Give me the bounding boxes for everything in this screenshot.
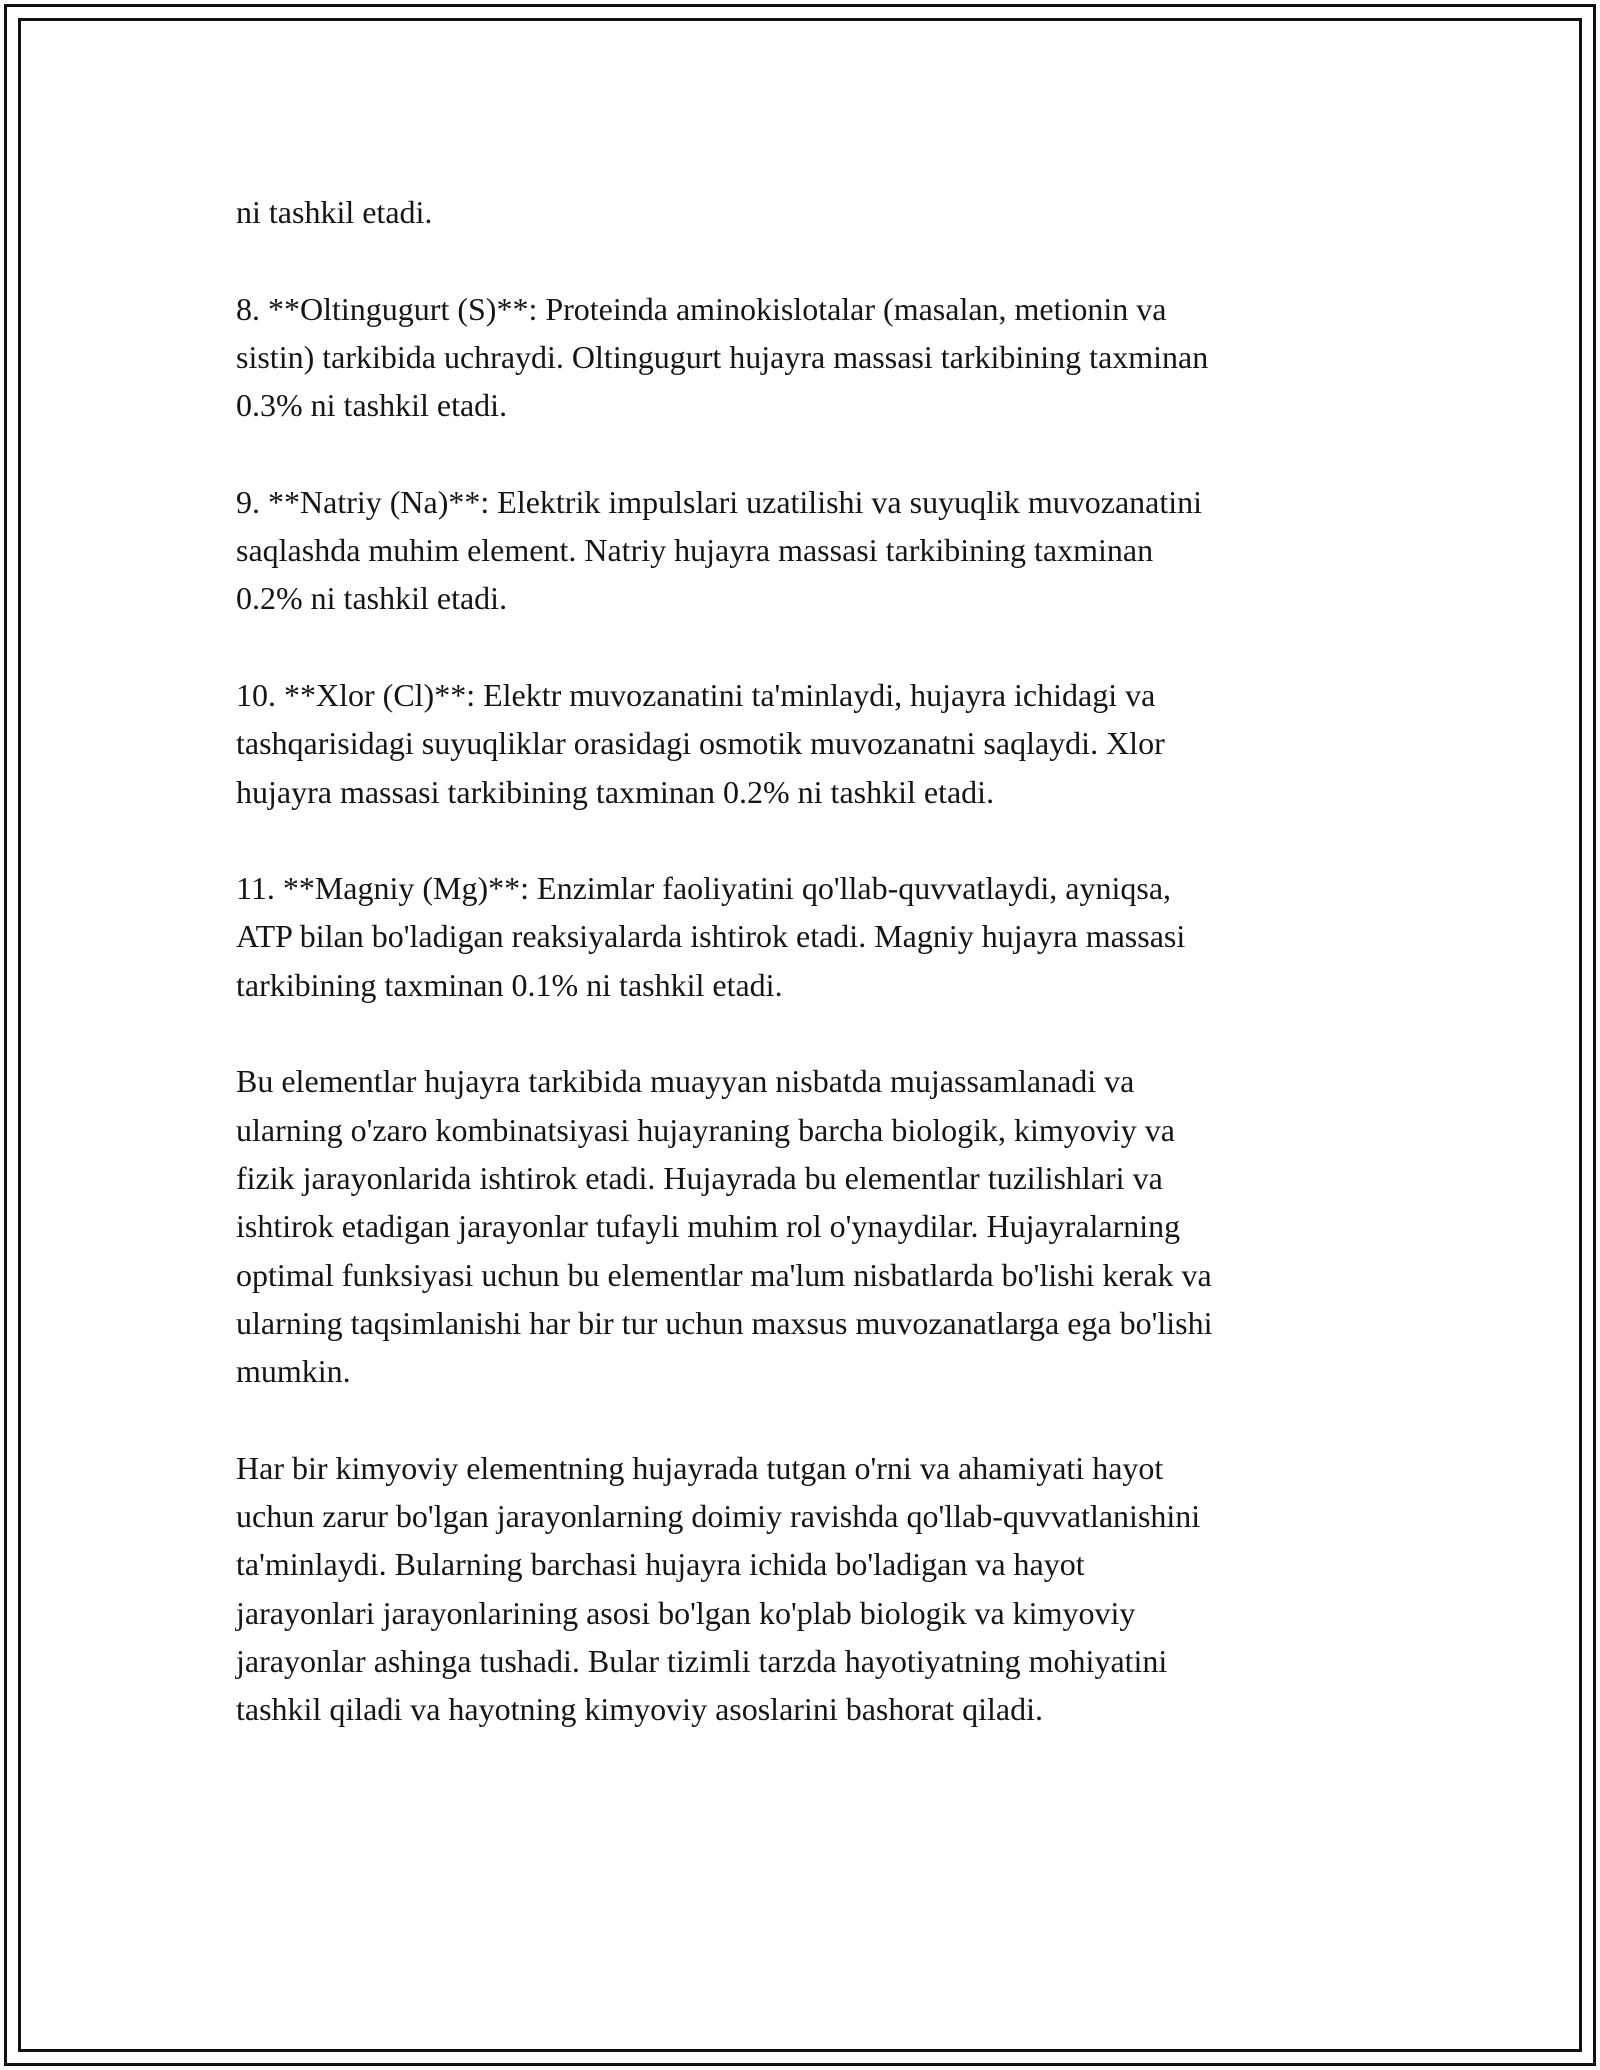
- document-body: [236, 188, 1366, 1782]
- text-line: hujayra massasi tarkibining taxminan 0.2% ni tashkil etadi.: [236, 773, 995, 810]
- text-line: ta'minlaydi. Bularning barchasi hujayra ichida bo'ladigan va hayot: [236, 1546, 1085, 1583]
- text-line: 0.2% ni tashkil etadi.: [236, 580, 508, 617]
- paragraph-item-11-magnesium: [236, 864, 1366, 1009]
- text-line: 9. **Natriy (Na)**: Elektrik impulslari uzatilishi va suyuqlik muvozanatini: [236, 483, 1203, 520]
- paragraph-continuation: [236, 188, 1366, 236]
- text-line: optimal funksiyasi uchun bu elementlar ma'lum nisbatlarda bo'lishi kerak va: [236, 1256, 1212, 1293]
- text-line: ni tashkil etadi.: [236, 194, 433, 230]
- paragraph-conclusion: [236, 1444, 1366, 1734]
- text-line: ularning taqsimlanishi har bir tur uchun maxsus muvozanatlarga ega bo'lishi: [236, 1304, 1213, 1341]
- text-line: uchun zarur bo'lgan jarayonlarning doimiy ravishda qo'llab-quvvatlanishini: [236, 1498, 1201, 1535]
- paragraph-summary: [236, 1057, 1366, 1395]
- text-line: 11. **Magniy (Mg)**: Enzimlar faoliyatini qo'llab-quvvatlaydi, ayniqsa,: [236, 870, 1172, 907]
- text-line: Har bir kimyoviy elementning hujayrada tutgan o'rni va ahamiyati hayot: [236, 1449, 1164, 1486]
- text-line: sistin) tarkibida uchraydi. Oltingugurt hujayra massasi tarkibining taxminan: [236, 338, 1209, 375]
- text-line: tashkil qiladi va hayotning kimyoviy asoslarini bashorat qiladi.: [236, 1691, 1043, 1728]
- text-line: tashqarisidagi suyuqliklar orasidagi osmotik muvozanatni saqlaydi. Xlor: [236, 725, 1165, 762]
- paragraph-item-8-sulfur: [236, 285, 1366, 430]
- text-line: mumkin.: [236, 1353, 351, 1390]
- text-line: ATP bilan bo'ladigan reaksiyalarda ishtirok etadi. Magniy hujayra massasi: [236, 918, 1186, 955]
- text-line: 8. **Oltingugurt (S)**: Proteinda aminokislotalar (masalan, metionin va: [236, 290, 1167, 327]
- text-line: jarayonlari jarayonlarining asosi bo'lgan ko'plab biologik va kimyoviy: [236, 1594, 1136, 1631]
- text-line: tarkibining taxminan 0.1% ni tashkil etadi.: [236, 966, 783, 1003]
- text-line: saqlashda muhim element. Natriy hujayra massasi tarkibining taxminan: [236, 532, 1154, 569]
- text-line: ishtirok etadigan jarayonlar tufayli muhim rol o'ynaydilar. Hujayralarning: [236, 1208, 1181, 1245]
- text-line: jarayonlar ashinga tushadi. Bular tizimli tarzda hayotiyatning mohiyatini: [236, 1642, 1168, 1679]
- text-line: ularning o'zaro kombinatsiyasi hujayraning barcha biologik, kimyoviy va: [236, 1111, 1175, 1148]
- text-line: fizik jarayonlarida ishtirok etadi. Hujayrada bu elementlar tuzilishlari va: [236, 1159, 1163, 1196]
- text-line: 0.3% ni tashkil etadi.: [236, 387, 508, 424]
- text-line: Bu elementlar hujayra tarkibida muayyan nisbatda mujassamlanadi va: [236, 1063, 1135, 1100]
- paragraph-item-9-sodium: [236, 478, 1366, 623]
- text-line: 10. **Xlor (Cl)**: Elektr muvozanatini ta'minlaydi, hujayra ichidagi va: [236, 676, 1156, 713]
- paragraph-item-10-chlorine: [236, 671, 1366, 816]
